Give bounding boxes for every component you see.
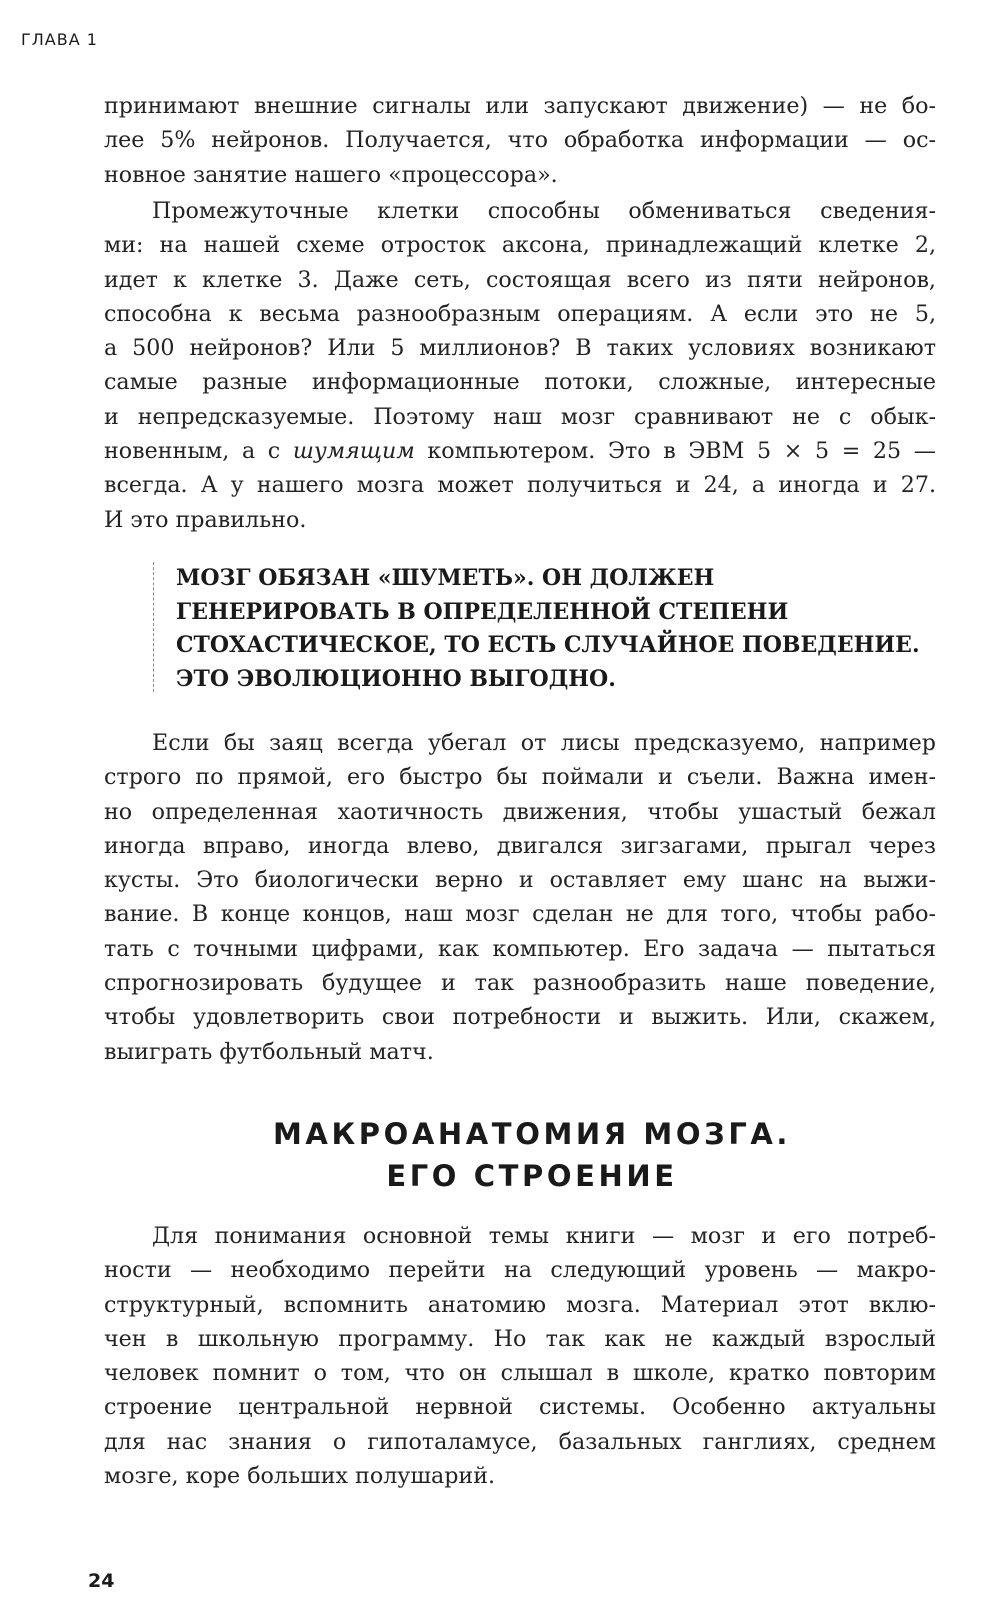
text-line	[104, 434, 936, 468]
callout-line: МОЗГ ОБЯЗАН «ШУМЕТЬ». ОН ДОЛЖЕН	[176, 565, 715, 591]
text-segment: новенным, а с	[104, 438, 293, 465]
text-line: чен в школьную программу. Но так как не каждый взрослый	[104, 1325, 936, 1352]
text-line: а 500 нейронов? Или 5 миллионов? В таких условиях возникают	[104, 335, 936, 362]
text-segment: компьютером. Это в ЭВМ 5 × 5 = 25 —	[414, 438, 936, 465]
text-line: человек помнит о том, что он слышал в школе, кратко повторим	[104, 1360, 936, 1387]
callout-quote	[153, 562, 944, 692]
text-line: спрогнозировать будущее и так разнообразить наше поведение,	[104, 970, 936, 997]
text-line: строение центральной нервной системы. Особенно актуальны	[104, 1394, 936, 1421]
text-line: Промежуточные клетки способны обмениваться сведения-	[152, 198, 936, 224]
paragraph-interneurons	[104, 194, 936, 537]
text-line: идет к клетке 3. Даже сеть, состоящая всего из пяти нейронов,	[104, 266, 936, 293]
text-line: самые разные информационные потоки, сложные, интересные	[104, 369, 936, 396]
text-line: Если бы заяц всегда убегал от лисы предсказуемо, например	[152, 730, 936, 756]
text-line: принимают внешние сигналы или запускают движение) — не бо-	[104, 93, 936, 119]
text-line: строго по прямой, его быстро бы поймали и съели. Важна имен-	[104, 764, 936, 791]
text-line: но определенная хаотичность движения, чтобы ушастый бежал	[104, 798, 936, 825]
section-heading	[104, 1113, 960, 1197]
callout-text	[176, 562, 946, 697]
text-line: мозге, коре больших полушарий.	[104, 1463, 496, 1490]
paragraph-macroanatomy	[104, 1219, 936, 1493]
text-line: тать с точными цифрами, как компьютер. Его задача — пытаться	[104, 935, 936, 962]
heading-line: МАКРОАНАТОМИЯ МОЗГА.	[272, 1117, 792, 1151]
text-line: новное занятие нашего «процессора».	[104, 161, 558, 188]
text-line: чтобы удовлетворить свои потребности и выжить. Или, скажем,	[104, 1004, 936, 1031]
text-line: всегда. А у нашего мозга может получиться и 24, а иногда и 27.	[104, 472, 936, 499]
page-number: 24	[88, 1570, 115, 1592]
callout-line: ЭТО ЭВОЛЮЦИОННО ВЫГОДНО.	[176, 666, 616, 693]
text-line: ми: на нашей схеме отросток аксона, принадлежащий клетке 2,	[104, 232, 936, 259]
text-line: лее 5% нейронов. Получается, что обработка информации — ос-	[104, 127, 936, 154]
text-line: для нас знания о гипоталамусе, базальных ганглиях, среднем	[104, 1428, 936, 1455]
text-line: способна к весьма разнообразным операциям. А если это не 5,	[104, 300, 936, 327]
text-line: выиграть футбольный матч.	[104, 1038, 434, 1065]
text-line: И это правильно.	[104, 506, 307, 533]
callout-line: СТОХАСТИЧЕСКОЕ, ТО ЕСТЬ СЛУЧАЙНОЕ ПОВЕДЕНИЕ.	[176, 632, 920, 659]
heading-line: ЕГО СТРОЕНИЕ	[386, 1159, 678, 1193]
paragraph-hare	[104, 726, 936, 1069]
callout-line: ГЕНЕРИРОВАТЬ В ОПРЕДЕЛЕННОЙ СТЕПЕНИ	[176, 598, 789, 625]
running-head: ГЛАВА 1	[21, 30, 98, 49]
text-line: структурный, вспомнить анатомию мозга. Материал этот вклю-	[104, 1291, 936, 1318]
text-line: иногда вправо, иногда влево, двигался зигзагами, прыгал через	[104, 832, 936, 859]
text-line: вание. В конце концов, наш мозг сделан не для того, чтобы рабо-	[104, 901, 936, 928]
text-line: и непредсказуемые. Поэтому наш мозг сравнивают не с обык-	[104, 403, 936, 430]
emphasis-text: шумящим	[292, 438, 415, 465]
text-line: Для понимания основной темы книги — мозг и его потреб-	[152, 1223, 936, 1249]
text-line: ности — необходимо перейти на следующий уровень — макро-	[104, 1257, 936, 1284]
text-line: кусты. Это биологически верно и оставляет ему шанс на выжи-	[104, 867, 936, 894]
paragraph-continuation	[104, 89, 936, 192]
